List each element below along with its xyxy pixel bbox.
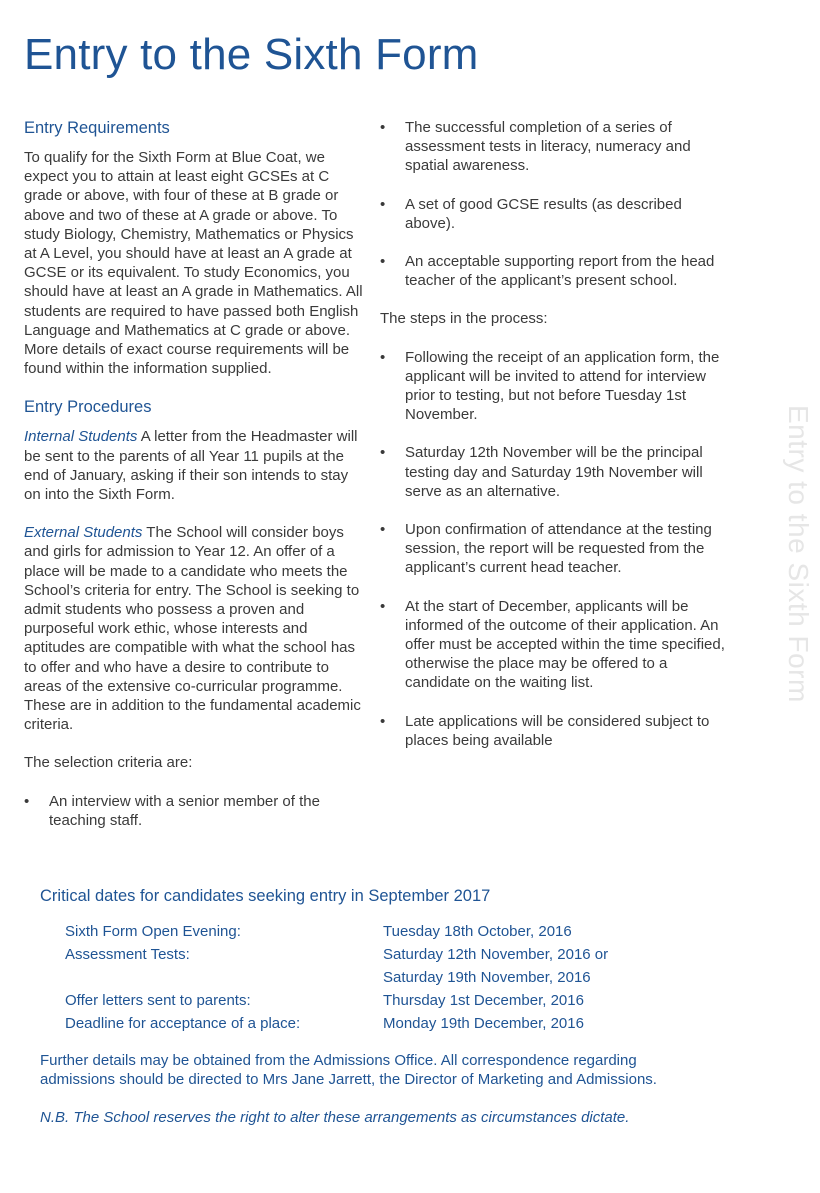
list-item (380, 597, 725, 693)
list-item (380, 520, 725, 578)
selection-criteria-list-left (24, 792, 364, 830)
date-value: Monday 19th December, 2016 (383, 1015, 584, 1032)
list-item (24, 792, 364, 830)
entry-requirements-text: To qualify for the Sixth Form at Blue Coat, we expect you to attain at least eight GCSEs at C grade or above, with four of these at B grade or above and two of these at A grade or above. To study Biology, Chemistry, Mathematics or Physics at A Level, you should have at least an A grade at GCSE or its equivalent. To study Economics, you should have at least an A grade in Mathematics. All students are required to have passed both English Language and Mathematics at C grade or above. More details of exact course requirements will be found within the information supplied. (24, 149, 363, 378)
date-value: Thursday 1st December, 2016 (383, 992, 584, 1009)
bullet-icon: • (24, 792, 30, 810)
internal-students-paragraph (24, 427, 364, 504)
bullet-icon: • (380, 348, 386, 366)
list-item-text: A set of good GCSE results (as described above). (405, 195, 682, 232)
list-item (380, 252, 725, 290)
steps-list (380, 348, 725, 750)
date-label: Deadline for acceptance of a place: (65, 1015, 301, 1032)
external-students-label: External Students (24, 524, 143, 542)
selection-criteria-intro: The selection criteria are: (24, 754, 193, 772)
table-row (40, 920, 760, 943)
further-details-text: Further details may be obtained from the Admissions Office. All correspondence regarding admissions should be directed to Mrs Jane Jarrett, the Director of Marketing and Admissions. (40, 1052, 657, 1089)
date-value: Tuesday 18th October, 2016 (383, 923, 572, 940)
list-item-text: An interview with a senior member of the teaching staff. (49, 792, 320, 829)
bullet-icon: • (380, 119, 386, 136)
list-item (380, 195, 725, 233)
list-item-text: An acceptable supporting report from the head teacher of the applicant’s present school. (405, 253, 715, 290)
date-value: Saturday 12th November, 2016 or (383, 946, 609, 963)
list-item (380, 348, 725, 425)
table-row (40, 943, 760, 966)
date-label (40, 966, 383, 989)
external-students-paragraph (24, 523, 364, 734)
right-column (380, 118, 725, 769)
bullet-icon: • (380, 597, 386, 615)
list-item-text: Following the receipt of an application form, the applicant will be invited to attend for interview prior to testing, but not before Tuesday 1st November. (405, 348, 720, 424)
list-item (380, 712, 725, 750)
bullet-icon: • (380, 195, 386, 213)
internal-students-label: Internal Students (24, 428, 138, 446)
date-label: Assessment Tests: (65, 946, 190, 963)
list-item-text: At the start of December, applicants will be informed of the outcome of their application. An offer must be accepted within the time specified, otherwise the place may be offered to a candidate on the waiting list. (405, 597, 725, 692)
critical-dates-section (40, 886, 760, 1128)
nb-note: N.B. The School reserves the right to alter these arrangements as circumstances dictate. (40, 1109, 630, 1127)
internal-students-text: A letter from the Headmaster will be sent to the parents of all Year 11 pupils at the end of January, asking if their son intends to stay on into the Sixth Form. (24, 428, 358, 504)
date-label: Sixth Form Open Evening: (65, 923, 241, 940)
date-label: Offer letters sent to parents: (65, 992, 251, 1009)
critical-dates-heading: Critical dates for candidates seeking entry in September 2017 (40, 887, 491, 905)
date-value: Saturday 19th November, 2016 (383, 969, 591, 986)
selection-criteria-list-right (380, 118, 725, 290)
table-row (40, 966, 760, 989)
table-row (40, 1012, 760, 1035)
left-column (24, 118, 364, 849)
bullet-icon: • (380, 712, 386, 730)
list-item-text: The successful completion of a series of assessment tests in literacy, numeracy and spatial awareness. (405, 119, 691, 175)
list-item-text: Saturday 12th November will be the principal testing day and Saturday 19th November will serve as an alternative. (405, 444, 703, 500)
entry-requirements-heading: Entry Requirements (24, 119, 170, 137)
bullet-icon: • (380, 444, 386, 462)
page-title: Entry to the Sixth Form (24, 30, 479, 79)
bullet-icon: • (380, 253, 386, 271)
list-item-text: Upon confirmation of attendance at the testing session, the report will be requested from the applicant’s current head teacher. (405, 521, 712, 577)
table-row (40, 989, 760, 1012)
entry-procedures-heading: Entry Procedures (24, 398, 152, 417)
list-item (380, 443, 725, 501)
list-item (380, 118, 725, 176)
external-students-text: The School will consider boys and girls for admission to Year 12. An offer of a place will be made to a candidate who meets the School’s criteria for entry. The School is seeking to admit students who possess a proven and purposeful work ethic, whose interests and aptitudes are compatible with what the school has to offer and who have a desire to contribute to areas of the extensive co-curricular programme. These are in addition to the fundamental academic criteria. (24, 524, 361, 734)
list-item-text: Late applications will be considered subject to places being available (405, 712, 710, 749)
side-title: Entry to the Sixth Form (783, 405, 814, 703)
steps-intro: The steps in the process: (380, 310, 548, 328)
bullet-icon: • (380, 521, 386, 539)
